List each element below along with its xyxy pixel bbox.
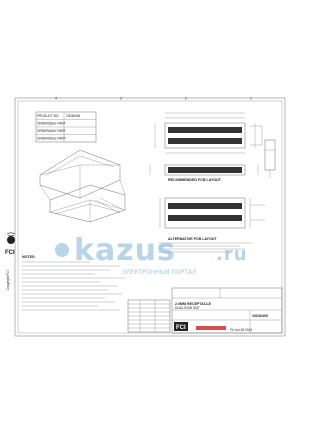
connector-isometric-view <box>40 150 125 222</box>
table-label: ORDERABLE PART <box>37 136 66 141</box>
revision-table <box>128 300 170 332</box>
pcb-layout-front <box>150 165 258 182</box>
section-title-alternative: ALTERNATIVE PCB LAYOUT <box>168 237 217 241</box>
product-table <box>36 112 96 142</box>
fci-logo-icon <box>5 233 15 256</box>
drawing-border <box>15 98 285 336</box>
corner-note: 4 <box>55 96 57 101</box>
pcb-layout-top <box>155 113 262 153</box>
corner-note: 2 <box>185 96 187 101</box>
watermark-tagline: ЭЛЕКТРОННЫЙ ПОРТАЛ <box>122 269 197 276</box>
copyright-text: Copyright FCI <box>6 270 10 290</box>
date-stamp: Fri Jun 06 2014 <box>230 328 253 332</box>
watermark-text: kazus <box>74 233 176 268</box>
part-number: 10036406 <box>252 314 268 318</box>
table-label: ORDERABLE PART <box>37 129 66 133</box>
notes-heading: NOTES: <box>22 255 36 259</box>
section-title-recommended: RECOMMENDED PCB LAYOUT <box>168 178 221 182</box>
drawing-subtitle: DUAL ROW SMT <box>175 306 200 310</box>
title-block <box>172 288 282 333</box>
pcb-layout-alternative <box>158 198 265 252</box>
drawing-title: 2.0MM RECEPTACLE <box>175 302 212 306</box>
red-stamp <box>196 326 226 330</box>
notes-block <box>22 255 125 310</box>
company-logo-text: FCI <box>5 250 15 256</box>
watermark-suffix: .ru <box>216 244 248 265</box>
fci-stamp-icon <box>174 322 188 331</box>
corner-note: 3 <box>120 96 122 101</box>
corner-note: 1 <box>250 96 252 101</box>
table-label: PRODUCT NO. <box>37 114 60 118</box>
table-label: ORDERABLE PART <box>37 121 66 126</box>
side-view <box>265 140 275 178</box>
table-value: 10036406 <box>66 114 81 118</box>
stamp-logo-text: FCI <box>176 325 186 331</box>
